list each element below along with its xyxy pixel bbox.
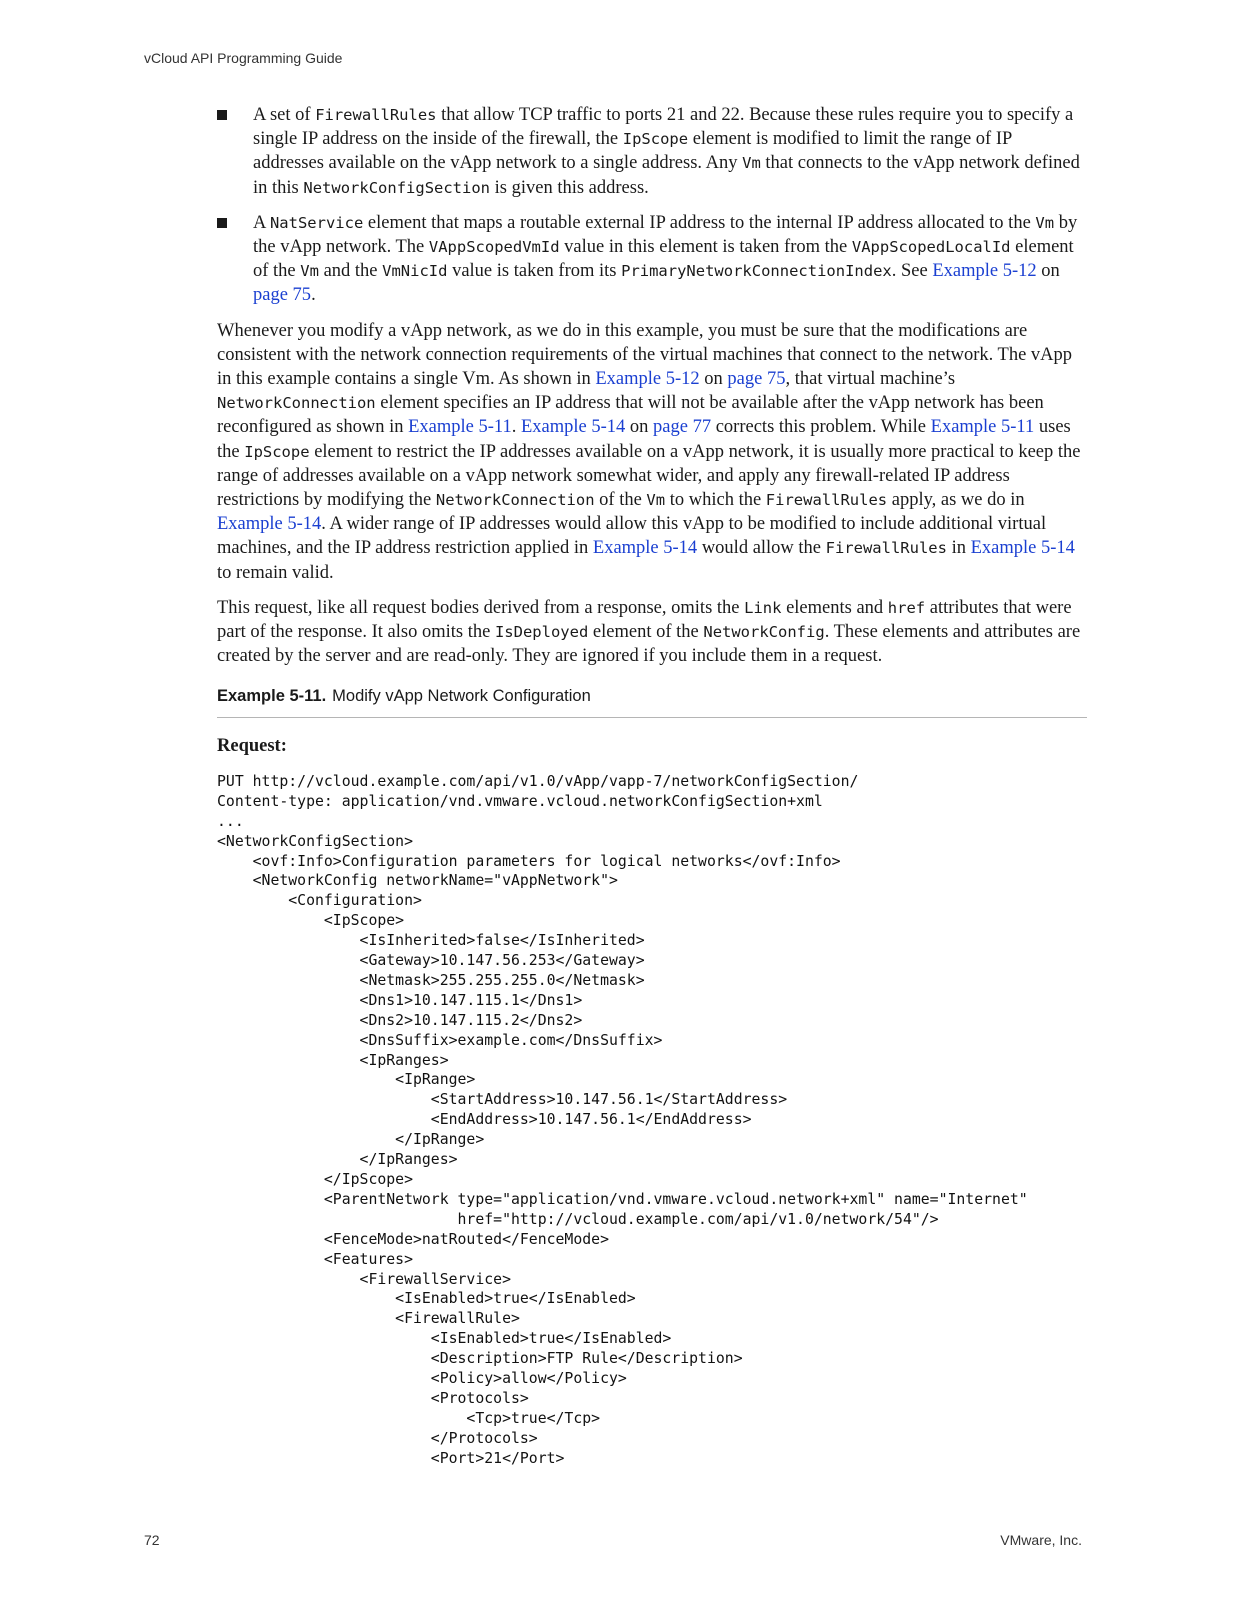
example-caption [217, 684, 1087, 717]
code-line: </IpRanges> [359, 1151, 458, 1169]
code-line: PUT http://vcloud.example.com/api/v1.0/vApp/vapp-7/networkConfigSection/ [217, 772, 859, 790]
code-line: <Configuration> [288, 892, 422, 910]
inline-code: Vm [300, 262, 319, 281]
inline-code: Vm [742, 154, 761, 173]
inline-code: Vm [1035, 213, 1055, 232]
code-line: <FenceMode>natRouted</FenceMode> [323, 1230, 609, 1248]
code-line: href="http://vcloud.example.com/api/v1.0/network/54"/> [457, 1210, 939, 1228]
cross-reference-link[interactable]: Example 5-14 [217, 514, 322, 535]
inline-code: IpScope [622, 130, 689, 149]
page-number: 72 [144, 1532, 160, 1548]
code-line: Content-type: application/vnd.vmware.vcloud.networkConfigSection+xml [217, 792, 823, 810]
inline-code: NetworkConnection [217, 394, 376, 413]
code-line: <DnsSuffix>example.com</DnsSuffix> [359, 1031, 663, 1049]
code-line: ... [217, 812, 244, 830]
example-title: Modify vApp Network Configuration [332, 687, 591, 706]
bullet-list [217, 103, 1087, 308]
code-listing [217, 772, 1087, 1469]
bullet-text: A set of FirewallRules that allow TCP traffic to ports 21 and 22. Because these rules require you to specify a single IP address on the inside of the firewall, the IpScope element is modified to limit the range of IP addresses available on the vApp network to a single address. Any Vm that connects to the vApp network defined in this NetworkConfigSection is given this address. [253, 105, 1080, 198]
code-line: </IpScope> [323, 1171, 413, 1188]
code-line: <ParentNetwork type="application/vnd.vmware.vcloud.network+xml" name="Internet" [323, 1190, 1028, 1208]
bullet-item [217, 103, 1087, 200]
code-line: </IpRange> [395, 1131, 485, 1149]
code-line: <IsEnabled>true</IsEnabled> [395, 1290, 636, 1308]
bullet-text: A NatService element that maps a routable external IP address to the internal IP address allocated to the Vm by the vApp network. The VAppScopedVmId value in this element is taken from the VAppScopedLocalId element of the Vm and the VmNicId value is taken from its PrimaryNetworkConnectionIndex. See Example 5-12 on page 75. [253, 212, 1078, 306]
inline-code: VAppScopedLocalId [851, 238, 1011, 257]
code-line: </Protocols> [430, 1429, 538, 1447]
footer-publisher: VMware, Inc. [1000, 1532, 1082, 1548]
cross-reference-link[interactable]: Example 5-14 [970, 538, 1075, 559]
cross-reference-link[interactable]: page 75 [253, 285, 312, 306]
inline-code: NetworkConnection [435, 491, 595, 510]
code-line: <Netmask>255.255.255.0</Netmask> [359, 971, 645, 989]
body-paragraph: This request, like all request bodies derived from a response, omits the Link elements and href attributes that were part of the response. It also omits the IsDeployed element of the NetworkConfig. These elements and attributes are created by the server and are read-only. They are ignored if you include them in a request. [217, 597, 1081, 667]
inline-code: NatService [269, 213, 364, 232]
code-line: <Dns2>10.147.115.2</Dns2> [359, 1011, 583, 1029]
code-line: <StartAddress>10.147.56.1</StartAddress> [430, 1091, 788, 1109]
square-bullet-icon [217, 110, 227, 120]
code-line: <IsInherited>false</IsInherited> [359, 932, 645, 950]
inline-code: href [887, 598, 926, 617]
code-line: <NetworkConfig networkName="vAppNetwork"> [252, 872, 618, 890]
code-line: <IpScope> [323, 912, 405, 930]
inline-code: PrimaryNetworkConnectionIndex [621, 262, 892, 281]
inline-code: VmNicId [382, 262, 448, 281]
inline-code: IsDeployed [494, 623, 589, 642]
body-paragraph: Whenever you modify a vApp network, as we do in this example, you must be sure that the modifications are consistent with the network connection requirements of the virtual machines that connect to the network. The vApp in this example contains a single Vm. As shown in Example 5-12 on page 75, that virtual machine’s NetworkConnection element specifies an IP address that will not be available after the vApp network has been reconfigured as shown in Example 5-11. Example 5-14 on page 77 corrects this problem. While Example 5-11 uses the IpScope element to restrict the IP addresses available on a vApp network, it is usually more practical to keep the range of addresses available on a vApp network somewhat wider, and apply any firewall-related IP address restrictions by modifying the NetworkConnection of the Vm to which the FirewallRules apply, as we do in Example 5-14. A wider range of IP addresses would allow this vApp to be modified to include additional virtual machines, and the IP address restriction applied in Example 5-14 would allow the FirewallRules in Example 5-14 to remain valid. [217, 320, 1081, 583]
inline-code: VAppScopedVmId [428, 238, 560, 257]
page-body [217, 103, 1087, 1469]
code-line: <EndAddress>10.147.56.1</EndAddress> [430, 1111, 752, 1129]
code-line: <Tcp>true</Tcp> [466, 1409, 601, 1427]
code-line: <ovf:Info>Configuration parameters for logical networks</ovf:Info> [252, 852, 841, 870]
code-line: <Port>21</Port> [430, 1449, 565, 1467]
code-line: <NetworkConfigSection> [217, 832, 413, 850]
code-line: <IsEnabled>true</IsEnabled> [430, 1330, 672, 1348]
code-line: <Dns1>10.147.115.1</Dns1> [359, 991, 583, 1009]
cross-reference-link[interactable]: Example 5-14 [592, 538, 698, 559]
square-bullet-icon [217, 218, 227, 228]
cross-reference-link[interactable]: page 75 [727, 369, 786, 390]
cross-reference-link[interactable]: Example 5-11 [930, 417, 1035, 438]
inline-code: Link [744, 598, 782, 617]
code-line: <Policy>allow</Policy> [430, 1370, 627, 1388]
inline-code: FirewallRules [825, 539, 947, 558]
example-number: Example 5-11. [217, 687, 327, 706]
inline-code: NetworkConfig [703, 623, 825, 642]
code-line: <Features> [323, 1250, 413, 1268]
inline-code: Vm [646, 491, 666, 510]
request-label: Request: [217, 735, 287, 756]
code-line: <IpRange> [395, 1071, 476, 1089]
inline-code: FirewallRules [765, 491, 888, 510]
cross-reference-link[interactable]: page 77 [653, 417, 712, 438]
cross-reference-link[interactable]: Example 5-12 [932, 261, 1037, 282]
inline-code: FirewallRules [315, 106, 437, 124]
cross-reference-link[interactable]: Example 5-12 [595, 369, 700, 390]
inline-code: NetworkConfigSection [303, 178, 491, 197]
running-header: vCloud API Programming Guide [144, 50, 343, 66]
code-line: <FirewallService> [359, 1270, 511, 1288]
code-line: <Description>FTP Rule</Description> [430, 1350, 743, 1368]
code-line: <Protocols> [430, 1389, 529, 1407]
code-line: <Gateway>10.147.56.253</Gateway> [359, 952, 645, 970]
cross-reference-link[interactable]: Example 5-14 [520, 417, 626, 438]
code-line: <IpRanges> [359, 1051, 449, 1069]
code-line: <FirewallRule> [395, 1310, 520, 1328]
inline-code: IpScope [244, 442, 310, 461]
cross-reference-link[interactable]: Example 5-11 [408, 417, 512, 438]
bullet-item [217, 211, 1087, 308]
